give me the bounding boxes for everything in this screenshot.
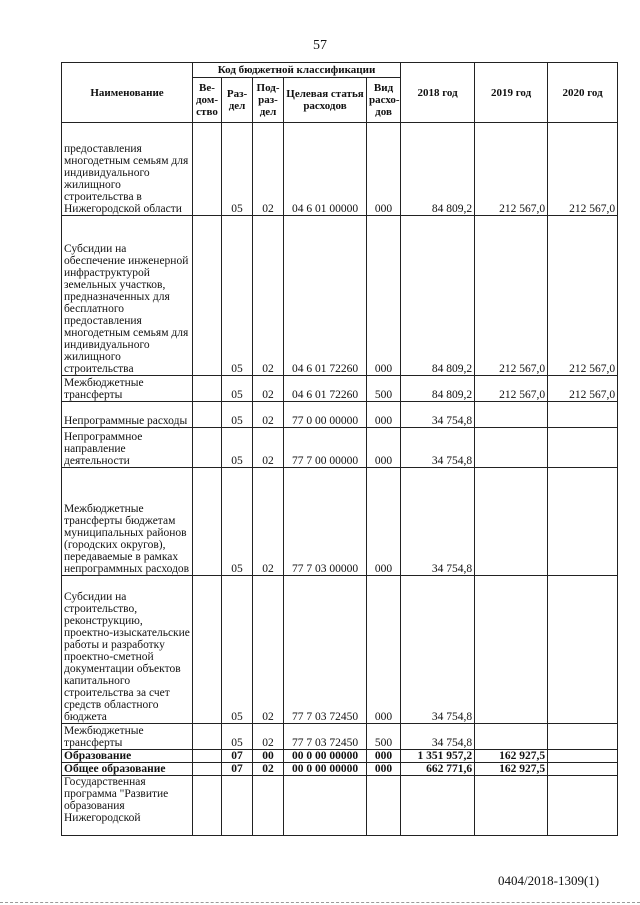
- table-row: [62, 468, 618, 576]
- table-row: [62, 428, 618, 468]
- col-header-2020: 2020 год: [548, 63, 618, 123]
- row-celevaya: 77 7 00 00000: [284, 428, 367, 468]
- row-2018: 84 809,2: [401, 123, 475, 216]
- row-podrazdel: 02: [253, 724, 284, 750]
- col-header-2018: 2018 год: [401, 63, 475, 123]
- page-number: 57: [313, 38, 327, 53]
- row-2020: [548, 750, 618, 763]
- col-header-podrazdel: Под-раз-дел: [253, 78, 284, 123]
- row-podrazdel: 02: [253, 216, 284, 376]
- table-row: [62, 376, 618, 402]
- row-podrazdel: 02: [253, 376, 284, 402]
- row-vid: 500: [367, 376, 401, 402]
- row-vid: 000: [367, 428, 401, 468]
- row-razdel: 07: [222, 750, 253, 763]
- row-celevaya: 77 7 03 72450: [284, 576, 367, 724]
- row-2020: [548, 576, 618, 724]
- row-ved: [193, 776, 222, 836]
- row-2020: [548, 402, 618, 428]
- row-ved: [193, 376, 222, 402]
- row-razdel: 05: [222, 376, 253, 402]
- row-name: Межбюджетные трансферты бюджетам муниципальных районов (городских округов), передаваемые в рамках непрограммных расходов: [62, 468, 193, 576]
- row-celevaya: 04 6 01 72260: [284, 376, 367, 402]
- table-row: [62, 576, 618, 724]
- row-celevaya: 04 6 01 00000: [284, 123, 367, 216]
- row-razdel: 05: [222, 724, 253, 750]
- row-ved: [193, 763, 222, 776]
- row-ved: [193, 750, 222, 763]
- table-row: [62, 402, 618, 428]
- row-razdel: 05: [222, 123, 253, 216]
- row-2018: 34 754,8: [401, 576, 475, 724]
- row-ved: [193, 402, 222, 428]
- row-vid: 000: [367, 123, 401, 216]
- row-celevaya: 77 0 00 00000: [284, 402, 367, 428]
- row-celevaya: 77 7 03 00000: [284, 468, 367, 576]
- row-podrazdel: 02: [253, 468, 284, 576]
- document-code: 0404/2018-1309(1): [498, 873, 600, 888]
- row-2020: 212 567,0: [548, 216, 618, 376]
- table-row: [62, 123, 618, 216]
- row-vid: 000: [367, 468, 401, 576]
- row-ved: [193, 123, 222, 216]
- row-2018: 34 754,8: [401, 468, 475, 576]
- row-vid: 000: [367, 402, 401, 428]
- row-ved: [193, 724, 222, 750]
- row-name: Общее образование: [62, 763, 193, 776]
- row-2018: 84 809,2: [401, 376, 475, 402]
- col-header-2019: 2019 год: [475, 63, 548, 123]
- row-2019: [475, 576, 548, 724]
- row-ved: [193, 216, 222, 376]
- scan-edge-line: [0, 902, 640, 903]
- row-razdel: 07: [222, 763, 253, 776]
- row-razdel: 05: [222, 468, 253, 576]
- row-podrazdel: 02: [253, 763, 284, 776]
- row-2019: [475, 724, 548, 750]
- row-2019: 212 567,0: [475, 376, 548, 402]
- row-razdel: 05: [222, 402, 253, 428]
- row-2019: [475, 402, 548, 428]
- row-celevaya: 04 6 01 72260: [284, 216, 367, 376]
- row-name: Субсидии на строительство, реконструкцию, проектно-изыскательские работы и разработку проектно-сметной документации объектов капитального строительства за счет средств областного бюджета: [62, 576, 193, 724]
- row-podrazdel: [253, 776, 284, 836]
- row-vid: 000: [367, 216, 401, 376]
- row-2018: 662 771,6: [401, 763, 475, 776]
- row-name: Государственная программа "Развитие образования Нижегородской: [62, 776, 193, 836]
- row-name: Образование: [62, 750, 193, 763]
- row-razdel: 05: [222, 216, 253, 376]
- col-header-vedomstvo: Ве-дом-ство: [193, 78, 222, 123]
- row-2018: 34 754,8: [401, 724, 475, 750]
- row-celevaya: [284, 776, 367, 836]
- row-2019: 162 927,5: [475, 750, 548, 763]
- col-header-code-group: Код бюджетной классификации: [193, 63, 401, 78]
- row-2018: [401, 776, 475, 836]
- row-name: Межбюджетные трансферты: [62, 376, 193, 402]
- budget-table: [61, 62, 618, 836]
- row-2020: 212 567,0: [548, 376, 618, 402]
- table-row: [62, 776, 618, 836]
- row-razdel: 05: [222, 576, 253, 724]
- row-2018: 34 754,8: [401, 402, 475, 428]
- row-celevaya: 00 0 00 00000: [284, 763, 367, 776]
- row-podrazdel: 02: [253, 576, 284, 724]
- row-2019: 162 927,5: [475, 763, 548, 776]
- row-2018: 84 809,2: [401, 216, 475, 376]
- col-header-celevaya: Целевая статья расходов: [284, 78, 367, 123]
- row-2020: 212 567,0: [548, 123, 618, 216]
- row-2019: 212 567,0: [475, 216, 548, 376]
- row-vid: 000: [367, 763, 401, 776]
- row-name: предоставления многодетным семьям для индивидуального жилищного строительства в Нижегородской области: [62, 123, 193, 216]
- row-ved: [193, 468, 222, 576]
- row-podrazdel: 02: [253, 402, 284, 428]
- row-podrazdel: 00: [253, 750, 284, 763]
- row-2020: [548, 428, 618, 468]
- row-vid: 000: [367, 750, 401, 763]
- table-row: [62, 216, 618, 376]
- col-header-razdel: Раз-дел: [222, 78, 253, 123]
- row-name: Субсидии на обеспечение инженерной инфраструктурой земельных участков, предназначенных для бесплатного предоставления многодетным семьям для индивидуального жилищного строительства: [62, 216, 193, 376]
- row-celevaya: 77 7 03 72450: [284, 724, 367, 750]
- table-row: [62, 724, 618, 750]
- table-row: [62, 763, 618, 776]
- row-2018: 34 754,8: [401, 428, 475, 468]
- row-podrazdel: 02: [253, 123, 284, 216]
- row-razdel: 05: [222, 428, 253, 468]
- row-ved: [193, 428, 222, 468]
- row-name: Межбюджетные трансферты: [62, 724, 193, 750]
- table-row: [62, 750, 618, 763]
- row-name: Непрограммные расходы: [62, 402, 193, 428]
- col-header-name: Наименование: [62, 63, 193, 123]
- row-2020: [548, 763, 618, 776]
- row-vid: [367, 776, 401, 836]
- row-podrazdel: 02: [253, 428, 284, 468]
- row-2020: [548, 468, 618, 576]
- row-razdel: [222, 776, 253, 836]
- row-name: Непрограммное направление деятельности: [62, 428, 193, 468]
- row-2019: [475, 428, 548, 468]
- row-vid: 000: [367, 576, 401, 724]
- row-2019: [475, 776, 548, 836]
- row-celevaya: 00 0 00 00000: [284, 750, 367, 763]
- row-vid: 500: [367, 724, 401, 750]
- row-2020: [548, 776, 618, 836]
- row-2019: 212 567,0: [475, 123, 548, 216]
- row-2018: 1 351 957,2: [401, 750, 475, 763]
- row-2020: [548, 724, 618, 750]
- row-2019: [475, 468, 548, 576]
- col-header-vid: Вид расхо-дов: [367, 78, 401, 123]
- row-ved: [193, 576, 222, 724]
